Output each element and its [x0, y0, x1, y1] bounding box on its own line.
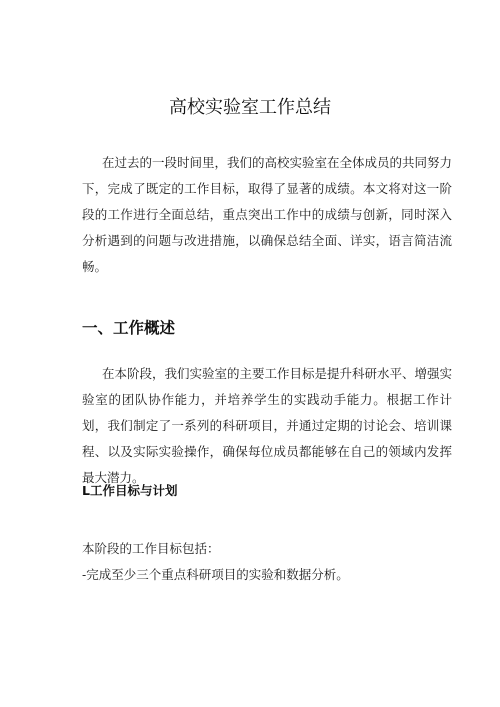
- section-heading-overview: 一、工作概述: [82, 319, 176, 337]
- intro-paragraph: 在过去的一段时间里，我们的高校实验室在全体成员的共同努力下，完成了既定的工作目标，取得了显著的成绩。本文将对这一阶段的工作进行全面总结，重点突出工作中的成绩与创新，同时深入分析遇到的问题与改进措施，以确保总结全面、详实，语言简洁流畅。: [82, 155, 453, 274]
- goals-lead-text: 本阶段的工作目标包括：: [82, 541, 220, 556]
- subsection-heading-goals: L工作目标与计划: [82, 483, 178, 498]
- overview-paragraph: 在本阶段，我们实验室的主要工作目标是提升科研水平、增强实验室的团队协作能力，并培养学生的实践动手能力。根据工作计划，我们制定了一系列的科研项目，并通过定期的讨论会、培训课程、以及实际实验操作，确保每位成员都能够在自己的领域内发挥最大潜力。: [82, 366, 453, 485]
- document-title: 高校实验室工作总结: [169, 97, 331, 118]
- goals-list-item: -完成至少三个重点科研项目的实验和数据分析。: [82, 567, 349, 582]
